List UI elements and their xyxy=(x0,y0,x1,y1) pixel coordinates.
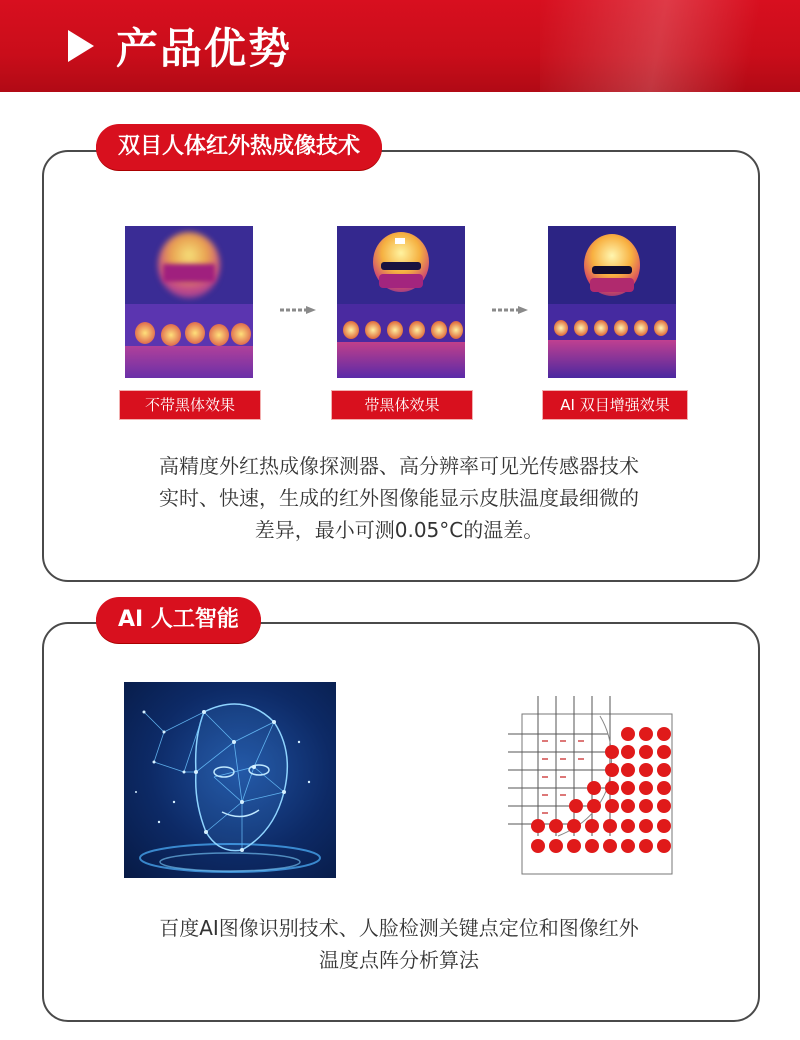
caption-with-blackbody: 带黑体效果 xyxy=(331,390,473,420)
page-title: 产品优势 xyxy=(116,24,293,73)
section-label-ai: AI 人工智能 xyxy=(96,597,261,643)
temperature-dot-matrix-diagram xyxy=(508,686,678,876)
description-line: 温度点阵分析算法 xyxy=(319,948,479,972)
description-line: 差异，最小可测0.05°C的温差。 xyxy=(254,518,544,542)
header-banner xyxy=(0,0,800,92)
thermal-image-no-blackbody xyxy=(125,226,253,378)
description-line: 高精度外红热成像探测器、高分辨率可见光传感器技术 xyxy=(159,454,639,478)
description-line: 实时、快速，生成的红外图像能显示皮肤温度最细微的 xyxy=(159,486,639,510)
section-label-thermal: 双目人体红外热成像技术 xyxy=(96,124,382,170)
ai-face-image xyxy=(124,682,336,878)
arrow-right-icon xyxy=(492,306,528,314)
thermal-image-with-blackbody xyxy=(337,226,465,378)
section-ai-description xyxy=(42,912,756,976)
section-thermal-description xyxy=(42,450,756,546)
thermal-image-ai-enhanced xyxy=(548,226,676,378)
play-arrow-icon xyxy=(68,30,94,62)
description-line: 百度AI图像识别技术、人脸检测关键点定位和图像红外 xyxy=(159,916,639,940)
arrow-right-icon xyxy=(280,306,316,314)
caption-no-blackbody: 不带黑体效果 xyxy=(119,390,261,420)
caption-ai-enhanced: AI 双目增强效果 xyxy=(542,390,688,420)
